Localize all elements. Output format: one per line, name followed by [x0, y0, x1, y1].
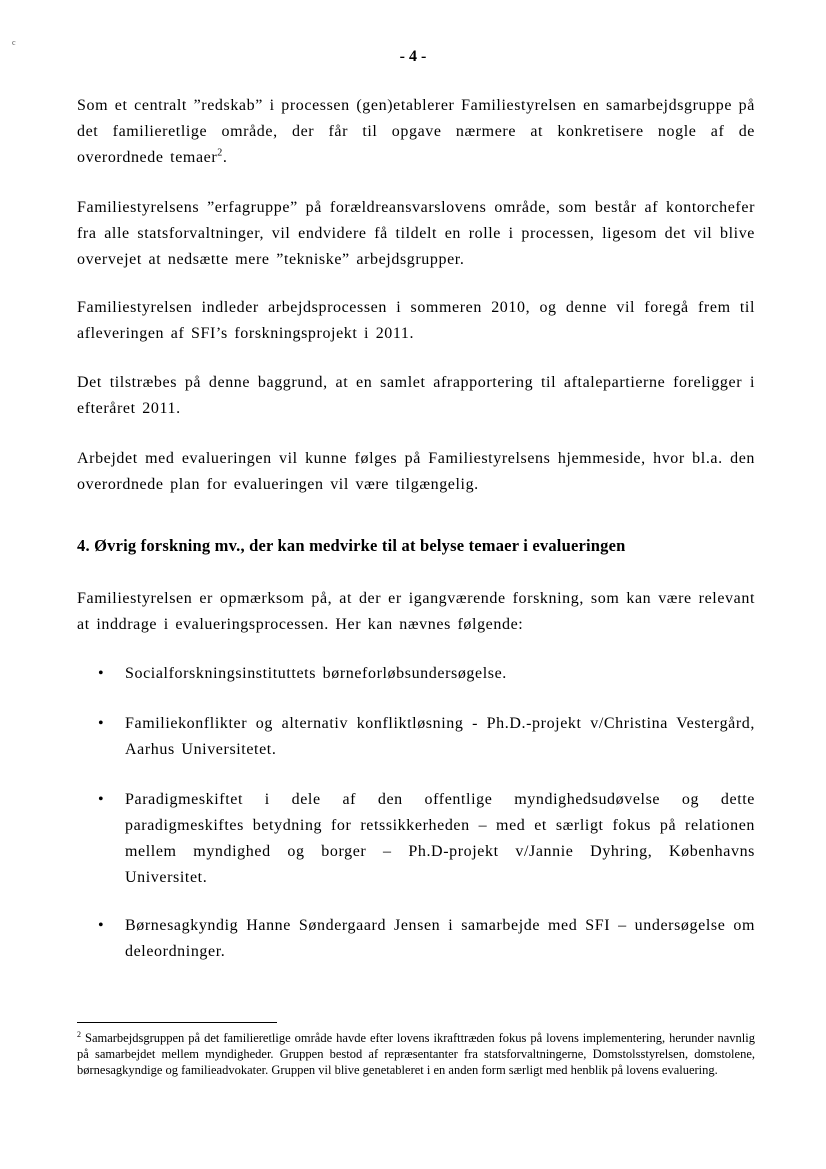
- bullet-3: •: [98, 791, 104, 808]
- footnote-divider: [77, 1022, 277, 1023]
- section-intro: Familiestyrelsen er opmærksom på, at der er igangværende forskning, som kan være relevant at inddrage i evalueringsprocessen. Her kan nævnes følgende:: [77, 590, 755, 633]
- paragraph-afrapportering: Det tilstræbes på denne baggrund, at en samlet afrapportering til aftalepartierne foreligger i efteråret 2011.: [77, 374, 755, 417]
- paragraph-end-punctuation: .: [222, 149, 228, 166]
- list-item: Socialforskningsinstituttets børneforløbsundersøgelse.: [125, 665, 507, 682]
- scan-mark: c: [12, 38, 16, 47]
- bullet-2: •: [98, 715, 104, 732]
- bullet-4: •: [98, 917, 104, 934]
- footnote-number: 2: [77, 1029, 81, 1039]
- section-heading: 4. Øvrig forskning mv., der kan medvirke til at belyse temaer i evalueringen: [77, 536, 626, 555]
- footnote-text: Samarbejdsgruppen på det familieretlige område havde efter lovens ikrafttræden fokus på lovens implementering, herunder navnlig på samarbejdet mellem myndigheder. Gruppen bestod af repræsentanter fra statsforvaltningerne, Domstolsstyrelsen, domstolene, børnesagkyndige og familieadvokater. Gruppen vil blive genetableret i en anden form særligt med henblik på lovens evaluering.: [77, 1031, 755, 1077]
- bullet-1: •: [98, 665, 104, 682]
- paragraph-erfagruppe: Familiestyrelsens ”erfagruppe” på forældreansvarslovens område, som består af kontorchefer fra alle statsforvaltninger, vil endvidere få tildelt en rolle i processen, ligesom det vil blive overvejet at nedsætte mere ”tekniske” arbejdsgrupper.: [77, 199, 755, 268]
- paragraph-arbejdsprocessen: Familiestyrelsen indleder arbejdsprocessen i sommeren 2010, og denne vil foregå frem til afleveringen af SFI’s forskningsprojekt i 2011.: [77, 299, 755, 342]
- paragraph-samarbejdsgruppe-text: Som et centralt ”redskab” i processen (gen)etablerer Familiestyrelsen en samarbejdsgruppe på det familieretlige område, der får til opgave nærmere at konkretisere nogle af de overordnede temaer: [77, 97, 755, 166]
- page-number: - 4 -: [399, 48, 427, 65]
- footnote: [77, 1030, 755, 1078]
- list-item: Paradigmeskiftet i dele af den offentlige myndighedsudøvelse og dette paradigmeskiftes betydning for retssikkerheden – med et særligt fokus på relationen mellem myndighed og borger – Ph.D-projekt v/Jannie Dyhring, Københavns Universitet.: [125, 791, 755, 886]
- list-item: Børnesagkyndig Hanne Søndergaard Jensen i samarbejde med SFI – undersøgelse om deleordninger.: [125, 917, 755, 960]
- list-item: Familiekonflikter og alternativ konfliktløsning - Ph.D.-projekt v/Christina Vestergård, Aarhus Universitetet.: [125, 715, 755, 758]
- paragraph-hjemmeside: Arbejdet med evalueringen vil kunne følges på Familiestyrelsens hjemmeside, hvor bl.a. den overordnede plan for evalueringen vil være tilgængelig.: [77, 450, 755, 493]
- footnote-reference: 2: [217, 147, 223, 159]
- paragraph-samarbejdsgruppe: [77, 93, 755, 171]
